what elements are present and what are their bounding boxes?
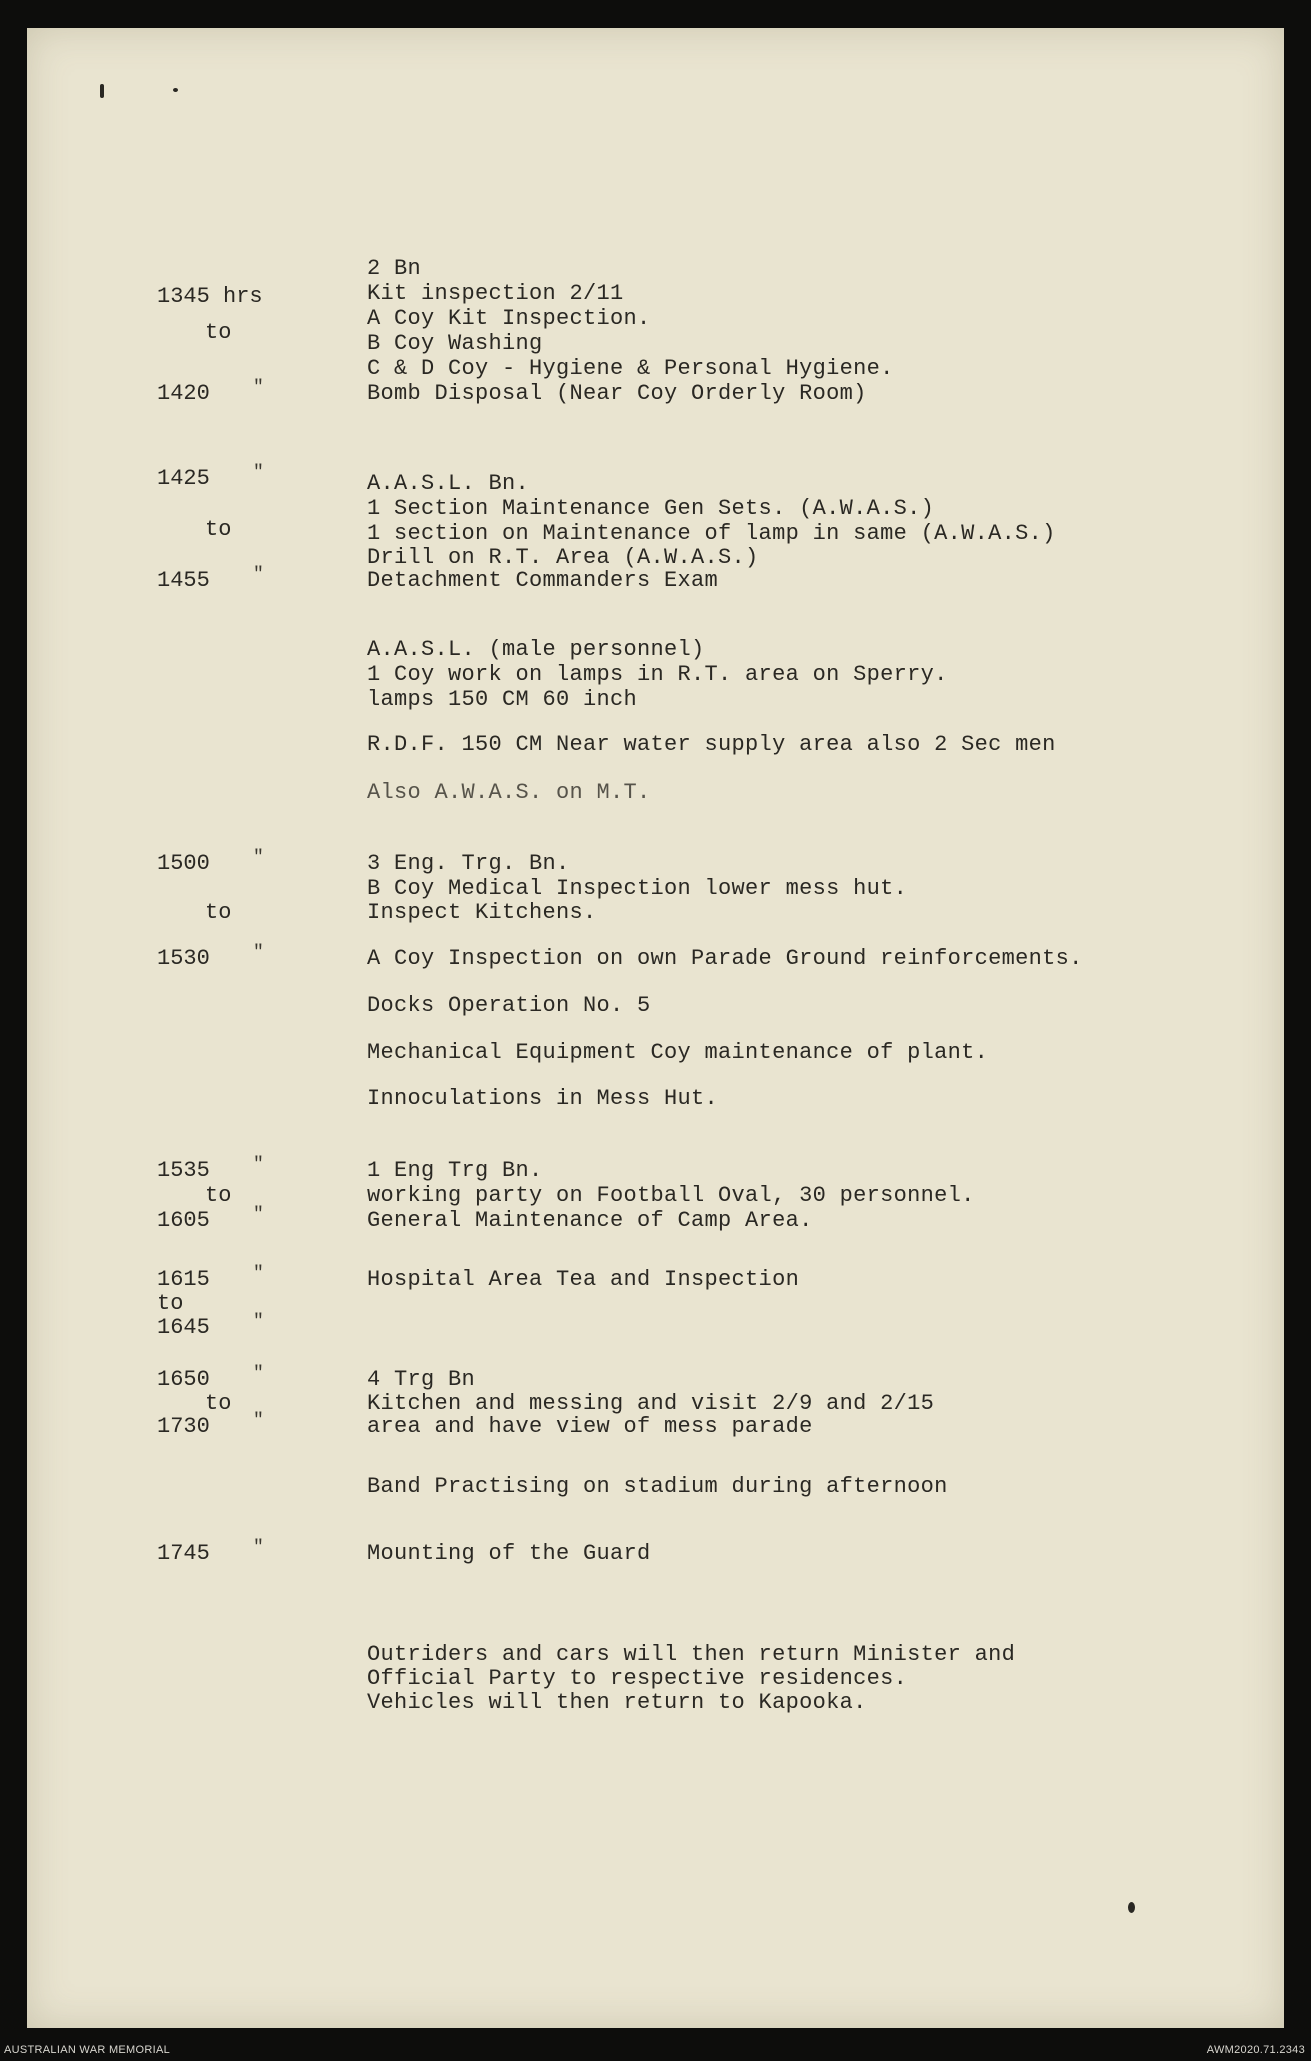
time-start: 1745	[157, 1541, 210, 1566]
schedule-line: B Coy Washing	[367, 331, 543, 356]
schedule-line: A Coy Kit Inspection.	[367, 306, 651, 331]
schedule-line: 3 Eng. Trg. Bn.	[367, 851, 570, 876]
time-to: to	[205, 900, 232, 925]
time-to: to	[205, 1391, 232, 1416]
schedule-line: Docks Operation No. 5	[367, 993, 651, 1018]
schedule-line: Hospital Area Tea and Inspection	[367, 1267, 800, 1292]
time-start: 1425	[157, 466, 210, 491]
time-end: 1530	[157, 946, 210, 971]
schedule-line: Mounting of the Guard	[367, 1541, 651, 1566]
ditto-mark: "	[253, 1312, 264, 1332]
schedule-line: 4 Trg Bn	[367, 1367, 476, 1392]
schedule-line: Kit inspection 2/11	[367, 281, 624, 306]
time-end: 1420	[157, 381, 210, 406]
schedule-line: lamps 150 CM 60 inch	[367, 687, 638, 712]
schedule-line: Official Party to respective residences.	[367, 1666, 908, 1691]
schedule-line: Outriders and cars will then return Minister and	[367, 1642, 1016, 1667]
schedule-line: area and have view of mess parade	[367, 1414, 813, 1439]
schedule-line: 1 Coy work on lamps in R.T. area on Sperry.	[367, 662, 948, 687]
ditto-mark: "	[253, 378, 264, 398]
schedule-line: Detachment Commanders Exam	[367, 568, 719, 593]
schedule-line: 1 section on Maintenance of lamp in same (A.W.A.S.)	[367, 521, 1056, 546]
schedule-line: A.A.S.L. Bn.	[367, 471, 530, 496]
time-to: to	[205, 320, 232, 345]
schedule-line: Mechanical Equipment Coy maintenance of plant.	[367, 1040, 989, 1065]
ditto-mark: "	[253, 463, 264, 483]
time-start: 1345 hrs	[157, 284, 263, 309]
schedule-line: Vehicles will then return to Kapooka.	[367, 1690, 867, 1715]
time-start: 1650	[157, 1367, 210, 1392]
ditto-mark: "	[253, 1538, 264, 1558]
schedule-line: working party on Football Oval, 30 personnel.	[367, 1183, 975, 1208]
time-end: 1455	[157, 568, 210, 593]
time-end: 1730	[157, 1414, 210, 1439]
ditto-mark: "	[253, 1364, 264, 1384]
time-start: 1500	[157, 851, 210, 876]
ink-mark	[100, 84, 104, 98]
ditto-mark: "	[253, 565, 264, 585]
time-start: 1615	[157, 1267, 210, 1292]
time-end: 1645	[157, 1315, 210, 1340]
ditto-mark: "	[253, 848, 264, 868]
schedule-line: A.A.S.L. (male personnel)	[367, 637, 705, 662]
footer-reference: AWM2020.71.2343	[1206, 2044, 1305, 2056]
schedule-line: R.D.F. 150 CM Near water supply area also 2 Sec men	[367, 732, 1056, 757]
schedule-line: B Coy Medical Inspection lower mess hut.	[367, 876, 908, 901]
time-to: to	[205, 1183, 232, 1208]
schedule-line: Innoculations in Mess Hut.	[367, 1086, 719, 1111]
schedule-line: Kitchen and messing and visit 2/9 and 2/15	[367, 1391, 935, 1416]
schedule-line: 1 Eng Trg Bn.	[367, 1158, 543, 1183]
footer-institution: AUSTRALIAN WAR MEMORIAL	[4, 2044, 171, 2056]
time-start: 1535	[157, 1158, 210, 1183]
schedule-line: 2 Bn	[367, 256, 422, 281]
schedule-line: General Maintenance of Camp Area.	[367, 1208, 813, 1233]
time-to: to	[157, 1291, 184, 1316]
schedule-line: Drill on R.T. Area (A.W.A.S.)	[367, 545, 759, 570]
document-page	[27, 28, 1284, 2028]
schedule-line: Bomb Disposal (Near Coy Orderly Room)	[367, 381, 867, 406]
schedule-line: Band Practising on stadium during afternoon	[367, 1474, 948, 1499]
time-to: to	[205, 517, 232, 542]
schedule-line: Inspect Kitchens.	[367, 900, 597, 925]
time-end: 1605	[157, 1208, 210, 1233]
schedule-line: 1 Section Maintenance Gen Sets. (A.W.A.S.)	[367, 496, 935, 521]
ditto-mark: "	[253, 943, 264, 963]
schedule-line: A Coy Inspection on own Parade Ground reinforcements.	[367, 946, 1083, 971]
ditto-mark: "	[253, 1155, 264, 1175]
ditto-mark: "	[253, 1264, 264, 1284]
ink-mark	[1128, 1902, 1135, 1913]
schedule-line: Also A.W.A.S. on M.T.	[367, 780, 651, 805]
ink-mark	[173, 88, 178, 92]
ditto-mark: "	[253, 1411, 264, 1431]
ditto-mark: "	[253, 1205, 264, 1225]
schedule-line: C & D Coy - Hygiene & Personal Hygiene.	[367, 356, 894, 381]
